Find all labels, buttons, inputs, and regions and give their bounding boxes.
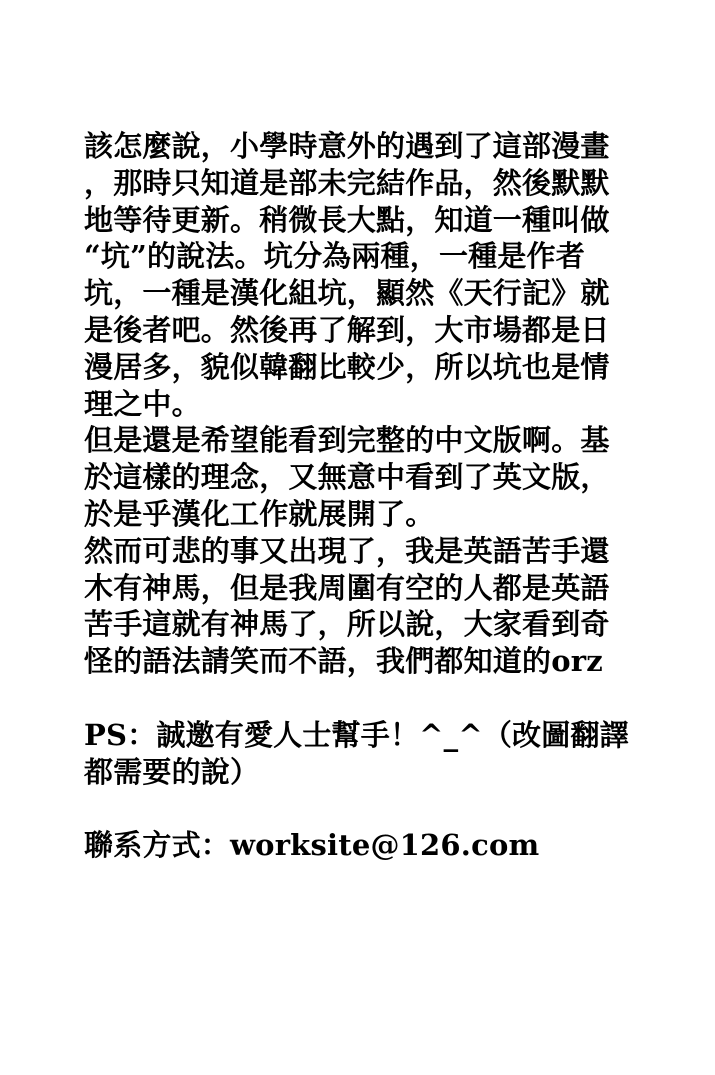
ps-line: PS：誠邀有愛人士幫手！^_^（改圖翻譯	[84, 717, 629, 752]
note-line: 怪的語法請笑而不語，我們都知道的orz	[84, 644, 603, 679]
note-line: 然而可悲的事又出現了，我是英語苦手還	[84, 533, 610, 568]
note-line: ，那時只知道是部未完結作品，然後默默	[84, 165, 610, 200]
note-line: 於這樣的理念，又無意中看到了英文版，	[84, 460, 610, 495]
note-line: “坑”的說法。坑分為兩種，一種是作者	[84, 239, 585, 274]
translator-note	[84, 128, 644, 864]
note-line: 木有神馬，但是我周圍有空的人都是英語	[84, 570, 610, 605]
note-line: 該怎麼說，小學時意外的遇到了這部漫畫	[84, 129, 610, 163]
note-line: 理之中。	[84, 386, 201, 421]
note-line: 坑，一種是漢化組坑，顯然《天行記》就	[84, 276, 610, 311]
paragraph-gap	[84, 790, 644, 827]
ps-line: 都需要的說）	[84, 754, 260, 789]
paragraph-gap	[84, 680, 644, 717]
note-line: 苦手這就有神馬了，所以說，大家看到奇	[84, 607, 610, 642]
note-line: 是後者吧。然後再了解到，大市場都是日	[84, 312, 610, 347]
note-line: 地等待更新。稍微長大點，知道一種叫做	[84, 202, 610, 237]
note-line: 於是乎漢化工作就展開了。	[84, 496, 435, 531]
note-line: 但是還是希望能看到完整的中文版啊。基	[84, 423, 610, 458]
contact-line: 聯系方式：worksite@126.com	[84, 828, 540, 863]
note-line: 漫居多，貌似韓翻比較少，所以坑也是情	[84, 349, 610, 384]
